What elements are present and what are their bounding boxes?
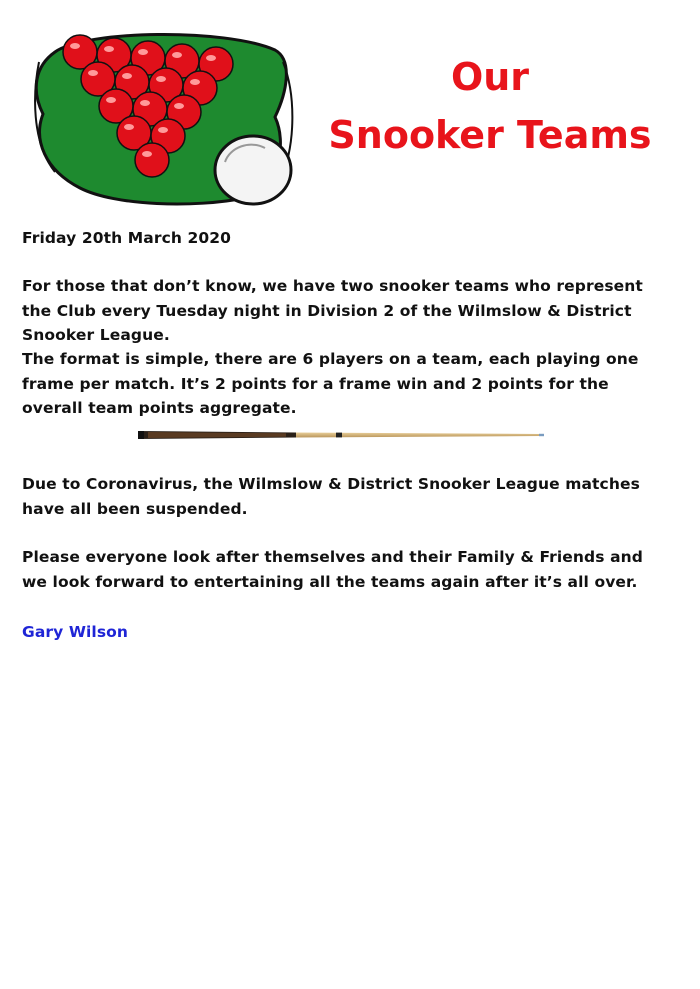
ball-highlight	[174, 103, 184, 109]
ball-highlight	[190, 79, 200, 85]
article-paragraph-3: Due to Coronavirus, the Wilmslow & District Snooker League matches have all been suspended.	[22, 475, 640, 518]
author-signature: Gary Wilson	[22, 623, 129, 641]
ball-highlight	[122, 73, 132, 79]
snooker-balls-rack-icon	[25, 22, 300, 212]
ball-highlight	[104, 46, 114, 52]
ball-highlight	[206, 55, 216, 61]
ball-highlight	[140, 100, 150, 106]
article-paragraph-1: For those that don’t know, we have two snooker teams who represent the Club every Tuesday night in Division 2 of the Wilmslow & District Snooker League.	[22, 277, 643, 344]
ball-highlight	[138, 49, 148, 55]
ball-highlight	[124, 124, 134, 130]
page-title-line1: Our	[450, 55, 530, 99]
ball-highlight	[70, 43, 80, 49]
page-title-line2: Snooker Teams	[328, 113, 652, 157]
ball-highlight	[106, 97, 116, 103]
ball-highlight	[172, 52, 182, 58]
article-date: Friday 20th March 2020	[22, 229, 232, 247]
article-paragraph-2: The format is simple, there are 6 players on a team, each playing one frame per match. It’s 2 points for a frame win and 2 points for the overall team points aggregate.	[22, 350, 639, 417]
ball-highlight	[142, 151, 152, 157]
snooker-cue-icon	[136, 428, 546, 442]
red-ball	[135, 143, 169, 177]
ball-highlight	[88, 70, 98, 76]
article-paragraph-4: Please everyone look after themselves and their Family & Friends and we look forward to entertaining all the teams again after it’s all over.	[22, 548, 643, 591]
ball-highlight	[158, 127, 168, 133]
ball-highlight	[156, 76, 166, 82]
